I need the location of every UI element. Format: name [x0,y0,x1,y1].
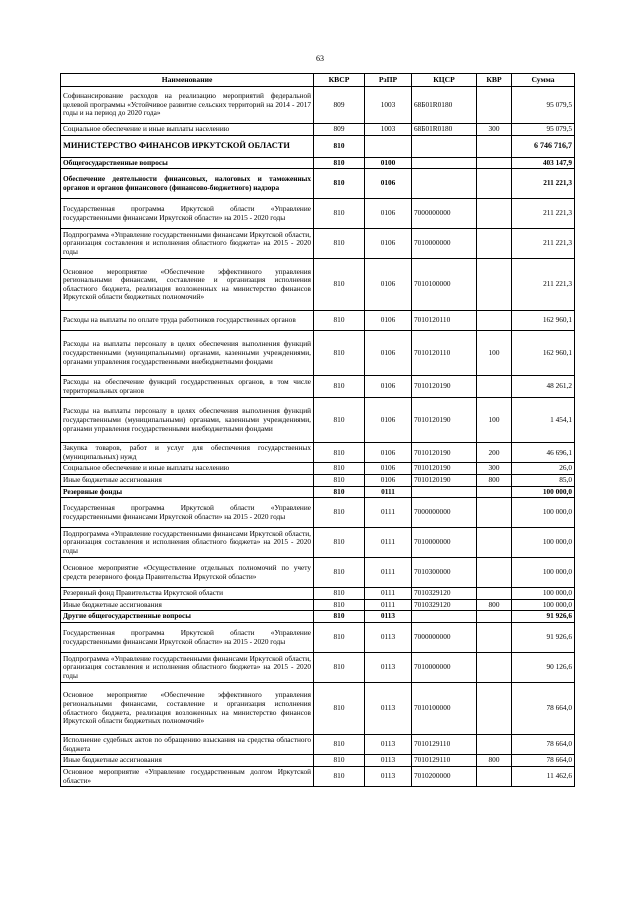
cell-rzpr: 0106 [365,475,412,487]
cell-sum: 162 960,1 [512,311,575,331]
cell-kvr: 800 [477,599,512,611]
cell-name: Основное мероприятие «Осуществление отдельных полномочий по учету средств резервного фонда Правительства Иркутской области» [61,558,314,588]
cell-kvsr: 810 [314,683,365,735]
cell-sum: 100 000,0 [512,599,575,611]
cell-kvsr: 810 [314,199,365,229]
cell-sum: 46 696,1 [512,443,575,463]
cell-kvsr: 810 [314,498,365,528]
cell-kcsr: 7010120190 [412,376,477,398]
cell-kvsr: 810 [314,259,365,311]
cell-name: Подпрограмма «Управление государственными финансами Иркутской области, организация составления и исполнения областного бюджета» на 2015 - 2020 годы [61,229,314,259]
cell-kvr [477,157,512,169]
table-row [61,683,575,735]
cell-kvsr: 810 [314,331,365,376]
cell-kvr [477,653,512,683]
cell-kcsr: 7010129110 [412,755,477,767]
header-rzpr: РзПР [365,74,412,87]
cell-kvr [477,135,512,157]
cell-rzpr: 0106 [365,229,412,259]
cell-kcsr: 68Б01R0180 [412,124,477,136]
cell-name: Социальное обеспечение и иные выплаты населению [61,463,314,475]
table-row [61,229,575,259]
cell-kcsr: 7010120110 [412,311,477,331]
cell-kvr [477,766,512,786]
cell-sum: 85,0 [512,475,575,487]
table-row [61,735,575,755]
cell-kvr: 100 [477,331,512,376]
cell-kcsr: 7010329120 [412,588,477,600]
cell-sum: 90 126,6 [512,653,575,683]
cell-kvsr: 809 [314,87,365,124]
cell-sum: 78 664,0 [512,735,575,755]
cell-kvr [477,87,512,124]
table-row [61,653,575,683]
cell-kcsr [412,611,477,623]
cell-name: Расходы на обеспечение функций государственных органов, в том числе территориальных органов [61,376,314,398]
cell-sum: 211 221,3 [512,169,575,199]
cell-name: Софинансирование расходов на реализацию мероприятий федеральной целевой программы «Устойчивое развитие сельских территорий на 2014 - 2017 годы и на период до 2020 года» [61,87,314,124]
cell-kcsr [412,135,477,157]
cell-kcsr: 7010120190 [412,398,477,443]
cell-kcsr: 7010200000 [412,766,477,786]
cell-name: Общегосударственные вопросы [61,157,314,169]
cell-rzpr: 0113 [365,623,412,653]
cell-name: Резервные фонды [61,486,314,498]
cell-name: Закупка товаров, работ и услуг для обеспечения государственных (муниципальных) нужд [61,443,314,463]
header-sum: Сумма [512,74,575,87]
cell-kcsr: 7010120190 [412,443,477,463]
cell-kvsr: 810 [314,611,365,623]
cell-kcsr: 7010000000 [412,229,477,259]
cell-rzpr: 0113 [365,766,412,786]
cell-rzpr: 0100 [365,157,412,169]
cell-kvsr: 810 [314,486,365,498]
cell-kvr: 800 [477,755,512,767]
cell-name: Государственная программа Иркутской области «Управление государственными финансами Иркутской области» на 2015 - 2020 годы [61,623,314,653]
cell-kvsr: 810 [314,766,365,786]
header-kcsr: КЦСР [412,74,477,87]
cell-kvsr: 810 [314,135,365,157]
cell-sum: 403 147,9 [512,157,575,169]
header-kvsr: КВСР [314,74,365,87]
cell-rzpr: 0111 [365,558,412,588]
cell-sum: 100 000,0 [512,528,575,558]
cell-name: Иные бюджетные ассигнования [61,755,314,767]
cell-kvr [477,558,512,588]
table-row [61,528,575,558]
cell-rzpr: 0106 [365,311,412,331]
cell-rzpr: 0113 [365,683,412,735]
cell-sum: 48 261,2 [512,376,575,398]
cell-sum: 211 221,3 [512,199,575,229]
cell-kcsr: 7010000000 [412,653,477,683]
table-row [61,486,575,498]
cell-kvr: 800 [477,475,512,487]
cell-kvr [477,611,512,623]
table-row [61,124,575,136]
cell-kvsr: 810 [314,229,365,259]
cell-kvsr: 810 [314,735,365,755]
cell-kvr [477,623,512,653]
cell-kvr: 100 [477,398,512,443]
cell-kcsr: 7010329120 [412,599,477,611]
table-row [61,199,575,229]
cell-kvr: 300 [477,463,512,475]
table-row [61,588,575,600]
cell-kvr [477,229,512,259]
cell-name: Основное мероприятие «Обеспечение эффективного управления региональными финансами, составление и организация исполнения областного бюджета, реализация возложенных на министерство финансов Иркутской области бюджетных полномочий» [61,259,314,311]
cell-kcsr: 68Б01R0180 [412,87,477,124]
cell-kvsr: 810 [314,311,365,331]
cell-kcsr: 7010100000 [412,259,477,311]
cell-kvr [477,376,512,398]
cell-kcsr: 7000000000 [412,199,477,229]
table-body [61,87,575,787]
cell-name: Государственная программа Иркутской области «Управление государственными финансами Иркутской области» на 2015 - 2020 годы [61,498,314,528]
cell-sum: 6 746 716,7 [512,135,575,157]
cell-rzpr: 0111 [365,599,412,611]
cell-sum: 100 000,0 [512,486,575,498]
cell-rzpr: 0106 [365,463,412,475]
page-number: 63 [316,54,324,63]
cell-rzpr: 0113 [365,755,412,767]
cell-kvr [477,259,512,311]
cell-kvr [477,683,512,735]
cell-name: Другие общегосударственные вопросы [61,611,314,623]
cell-sum: 11 462,6 [512,766,575,786]
table-row [61,611,575,623]
cell-rzpr: 0111 [365,528,412,558]
cell-name: Подпрограмма «Управление государственными финансами Иркутской области, организация составления и исполнения областного бюджета» на 2015 - 2020 годы [61,653,314,683]
cell-sum: 100 000,0 [512,588,575,600]
cell-rzpr: 0106 [365,376,412,398]
table-row [61,398,575,443]
cell-kvsr: 810 [314,475,365,487]
cell-kvsr: 810 [314,755,365,767]
cell-name: Основное мероприятие «Обеспечение эффективного управления региональными финансами, составление и организация исполнения областного бюджета, реализация возложенных на министерство финансов Иркутской области бюджетных полномочий» [61,683,314,735]
table-header-row [61,74,575,87]
cell-name: Подпрограмма «Управление государственными финансами Иркутской области, организация составления и исполнения областного бюджета» на 2015 - 2020 годы [61,528,314,558]
cell-kvsr: 810 [314,169,365,199]
table-row [61,376,575,398]
cell-sum: 91 926,6 [512,623,575,653]
cell-kcsr: 7010000000 [412,528,477,558]
header-kvr: КВР [477,74,512,87]
cell-sum: 100 000,0 [512,498,575,528]
cell-sum: 211 221,3 [512,259,575,311]
cell-kcsr: 7000000000 [412,623,477,653]
cell-sum: 1 454,1 [512,398,575,443]
table-row [61,87,575,124]
cell-kvr: 200 [477,443,512,463]
cell-name: Социальное обеспечение и иные выплаты населению [61,124,314,136]
cell-rzpr: 0113 [365,735,412,755]
table-row [61,135,575,157]
cell-kcsr [412,157,477,169]
cell-kvr [477,199,512,229]
cell-rzpr: 0106 [365,169,412,199]
cell-name: Обеспечение деятельности финансовых, налоговых и таможенных органов и органов финансового (финансово-бюджетного) надзора [61,169,314,199]
cell-rzpr: 0106 [365,259,412,311]
cell-name: Основное мероприятие «Управление государственным долгом Иркутской области» [61,766,314,786]
cell-name: Государственная программа Иркутской области «Управление государственными финансами Иркутской области» на 2015 - 2020 годы [61,199,314,229]
cell-kvsr: 810 [314,398,365,443]
cell-rzpr: 1003 [365,87,412,124]
cell-kvsr: 810 [314,157,365,169]
cell-kvsr: 810 [314,463,365,475]
cell-rzpr: 0113 [365,611,412,623]
header-name: Наименование [61,74,314,87]
budget-table [60,73,575,787]
table-row [61,475,575,487]
table-row [61,259,575,311]
cell-rzpr [365,135,412,157]
table-row [61,463,575,475]
cell-kvr [477,735,512,755]
cell-kvsr: 810 [314,623,365,653]
table-row [61,157,575,169]
cell-name: Расходы на выплаты по оплате труда работников государственных органов [61,311,314,331]
cell-kvsr: 810 [314,376,365,398]
table-row [61,169,575,199]
cell-kcsr: 7010120190 [412,475,477,487]
cell-rzpr: 0111 [365,588,412,600]
table-row [61,311,575,331]
cell-kcsr: 7010120190 [412,463,477,475]
cell-sum: 95 079,5 [512,87,575,124]
cell-rzpr: 0106 [365,199,412,229]
cell-name: Расходы на выплаты персоналу в целях обеспечения выполнения функций государственными (муниципальными) органами, казенными учреждениями, органами управления государственными внебюджетными фондами [61,398,314,443]
cell-kcsr: 7010129110 [412,735,477,755]
cell-rzpr: 0106 [365,443,412,463]
cell-sum: 162 960,1 [512,331,575,376]
cell-kvsr: 810 [314,588,365,600]
cell-kvr [477,486,512,498]
cell-sum: 100 000,0 [512,558,575,588]
cell-kcsr [412,486,477,498]
cell-kvr: 300 [477,124,512,136]
cell-sum: 91 926,6 [512,611,575,623]
cell-sum: 26,0 [512,463,575,475]
cell-kvr [477,311,512,331]
cell-sum: 95 079,5 [512,124,575,136]
cell-name: Иные бюджетные ассигнования [61,475,314,487]
table-row [61,558,575,588]
cell-sum: 78 664,0 [512,755,575,767]
table-row [61,443,575,463]
cell-kcsr: 7010100000 [412,683,477,735]
cell-name: Резервный фонд Правительства Иркутской области [61,588,314,600]
cell-kvr [477,588,512,600]
cell-rzpr: 1003 [365,124,412,136]
cell-sum: 78 664,0 [512,683,575,735]
cell-rzpr: 0111 [365,486,412,498]
cell-kvr [477,528,512,558]
table-row [61,331,575,376]
cell-rzpr: 0106 [365,331,412,376]
table-row [61,599,575,611]
table-row [61,755,575,767]
cell-sum: 211 221,3 [512,229,575,259]
cell-kcsr: 7010300000 [412,558,477,588]
cell-kcsr: 7010120110 [412,331,477,376]
cell-kvsr: 810 [314,443,365,463]
cell-rzpr: 0113 [365,653,412,683]
cell-kvsr: 810 [314,528,365,558]
table-row [61,766,575,786]
cell-name: Исполнение судебных актов по обращению взыскания на средства областного бюджета [61,735,314,755]
budget-table-container [60,73,574,787]
cell-kvsr: 810 [314,558,365,588]
cell-kvsr: 810 [314,599,365,611]
cell-kvr [477,498,512,528]
table-row [61,498,575,528]
cell-kvr [477,169,512,199]
cell-name: Иные бюджетные ассигнования [61,599,314,611]
cell-name: МИНИСТЕРСТВО ФИНАНСОВ ИРКУТСКОЙ ОБЛАСТИ [61,135,314,157]
table-row [61,623,575,653]
cell-rzpr: 0111 [365,498,412,528]
cell-kvsr: 809 [314,124,365,136]
cell-kvsr: 810 [314,653,365,683]
cell-name: Расходы на выплаты персоналу в целях обеспечения выполнения функций государственными (муниципальными) органами, казенными учреждениями, органами управления государственными внебюджетными фондами [61,331,314,376]
cell-kcsr [412,169,477,199]
cell-kcsr: 7000000000 [412,498,477,528]
cell-rzpr: 0106 [365,398,412,443]
